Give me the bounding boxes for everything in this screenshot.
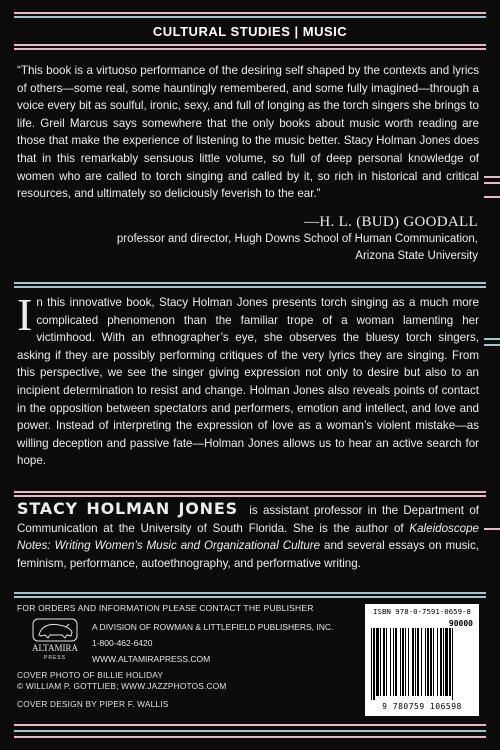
publisher-website: WWW.ALTAMIRAPRESS.COM <box>92 654 211 664</box>
book-description <box>17 289 479 470</box>
barcode-bar <box>427 628 429 696</box>
barcode-bar <box>400 628 401 696</box>
barcode-bar <box>421 628 422 696</box>
endorser-title-line2: Arizona State University <box>355 250 478 262</box>
series-stripe-pink-1 <box>14 44 486 46</box>
edge-mark-pink-4 <box>484 528 500 530</box>
bottom-stripe-teal <box>14 730 486 732</box>
barcode-bar <box>433 628 434 696</box>
barcode-bar <box>415 628 416 696</box>
bottom-stripe-pink-2 <box>14 736 486 738</box>
endorsement-attribution <box>58 214 478 265</box>
orders-contact-line: FOR ORDERS AND INFORMATION PLEASE CONTACT THE PUBLISHER <box>17 603 314 613</box>
barcode-bar <box>371 628 372 700</box>
logo-wordmark: ALTAMIRA <box>32 643 78 653</box>
publisher-division: A DIVISION OF ROWMAN & LITTLEFIELD PUBLISHERS, INC. <box>92 622 334 632</box>
altamira-logo <box>26 617 84 661</box>
barcode-bar <box>386 628 387 696</box>
barcode-bar <box>376 628 379 696</box>
endorser-name: —H. L. (BUD) GOODALL <box>304 214 478 230</box>
barcode-bar <box>417 628 419 696</box>
barcode-bar <box>437 628 438 696</box>
ean-number: 9 780759 106598 <box>382 702 462 711</box>
photo-credit-line2: © WILLIAM P. GOTTLIEB; WWW.JAZZPHOTOS.COM <box>17 681 227 691</box>
barcode-bar <box>440 628 442 696</box>
author-bio <box>17 500 479 572</box>
publisher-phone: 1-800-462-6420 <box>92 638 153 648</box>
barcode-bar <box>393 628 394 696</box>
endorser-title-line1: professor and director, Hugh Downs School of Human Communication, <box>116 233 478 245</box>
edge-mark-pink-1 <box>484 176 500 178</box>
top-stripe-pink <box>14 12 486 14</box>
bio-book-title: Kaleidoscope Notes: Writing Women’s Music and Organizational Culture <box>17 521 479 553</box>
logo-subtext: PRESS <box>44 655 66 661</box>
description-text: n this innovative book, Stacy Holman Jones presents torch singing as a much more complicated phenomenon than the familiar trope of a woman lamenting her victimhood. With an ethnographer’s eye, she observes the bluesy torch singers, asking if they are possibly performing critiques of the very lyrics they are singing. From this perspective, we see the singer giving expression not only to desire but also to an incipient determination to resist and change. Holman Jones also reveals points of contact in the opposition between spectators and performers, emotion and intellect, and love and power. Instead of interpreting the expression of love as a woman’s violent mistake—as willing deception and passive fate—Holman Jones allows us to hear an active search for hope. <box>17 296 479 468</box>
price-code: 90000 <box>448 619 473 628</box>
section-divider-teal-1 <box>14 282 486 284</box>
barcode-bar <box>380 628 381 696</box>
description-dropcap: I <box>17 289 33 340</box>
author-name: STACY HOLMAN JONES <box>17 499 238 518</box>
barcode-bar <box>373 628 375 700</box>
barcode-bar <box>445 628 448 696</box>
section-divider-teal-2 <box>14 286 486 288</box>
barcode-bar <box>412 628 414 696</box>
barcode-bar <box>402 628 404 696</box>
series-label: CULTURAL STUDIES | MUSIC <box>152 24 348 39</box>
edge-mark-pink-3 <box>484 196 500 198</box>
cover-photo-credit <box>17 670 226 692</box>
section-divider-teal-3 <box>14 592 486 594</box>
section-divider-pink-1 <box>14 491 486 493</box>
section-divider-teal-4 <box>14 596 486 598</box>
isbn-barcode <box>365 604 479 716</box>
barcode-bar <box>395 628 397 696</box>
publisher-info <box>92 619 333 667</box>
barcode-bar <box>383 628 385 696</box>
barcode-bar <box>405 628 406 696</box>
barcode-bar <box>452 628 453 700</box>
bio-text-after: and several essays on music, feminism, performance, autoethnography, and performative writing. <box>17 539 479 570</box>
barcode-bar <box>408 628 409 696</box>
edge-mark-pink-2 <box>484 182 500 184</box>
barcode-bar <box>425 628 426 696</box>
series-stripe-pink-2 <box>14 48 486 50</box>
top-stripe-teal <box>14 16 486 18</box>
bio-text-before: is assistant professor in the Department of Communication at the University of South Florida. She is the author of <box>17 504 479 535</box>
section-divider-pink-2 <box>14 495 486 497</box>
photo-credit-line1: COVER PHOTO OF BILLIE HOLIDAY <box>17 670 164 680</box>
altamira-bison-icon <box>26 617 84 661</box>
edge-mark-teal-2 <box>484 344 500 346</box>
bottom-stripe-pink-1 <box>14 724 486 726</box>
endorsement-quote: “This book is a virtuoso performance of the desiring self shaped by the contexts and lyrics of others—some real, some hauntingly remembered, and some fully imagined—through a voice every bit as soulful, ironic, sexy, and full of longing as the torch singers she brings to life. Greil Marcus says somewhere that the only books about music worth reading are those that make the experience of listening to the music better. Stacy Holman Jones does that in this remarkably sensuous little volume, so full of deep personal knowledge of women who are called to torch singing and called by it, so rich in historical and critical resources, and ultimately so deliciously feverish to the ear.” <box>17 64 479 201</box>
cover-design-credit: COVER DESIGN BY PIPER F. WALLIS <box>17 699 169 709</box>
barcode-bars-icon <box>369 628 475 700</box>
barcode-bar <box>390 628 391 696</box>
barcode-bar <box>443 628 444 696</box>
barcode-bar <box>449 628 451 696</box>
edge-mark-teal-1 <box>484 338 500 340</box>
barcode-bar <box>430 628 432 696</box>
isbn-number: ISBN 978-0-7591-0659-8 <box>373 607 471 616</box>
